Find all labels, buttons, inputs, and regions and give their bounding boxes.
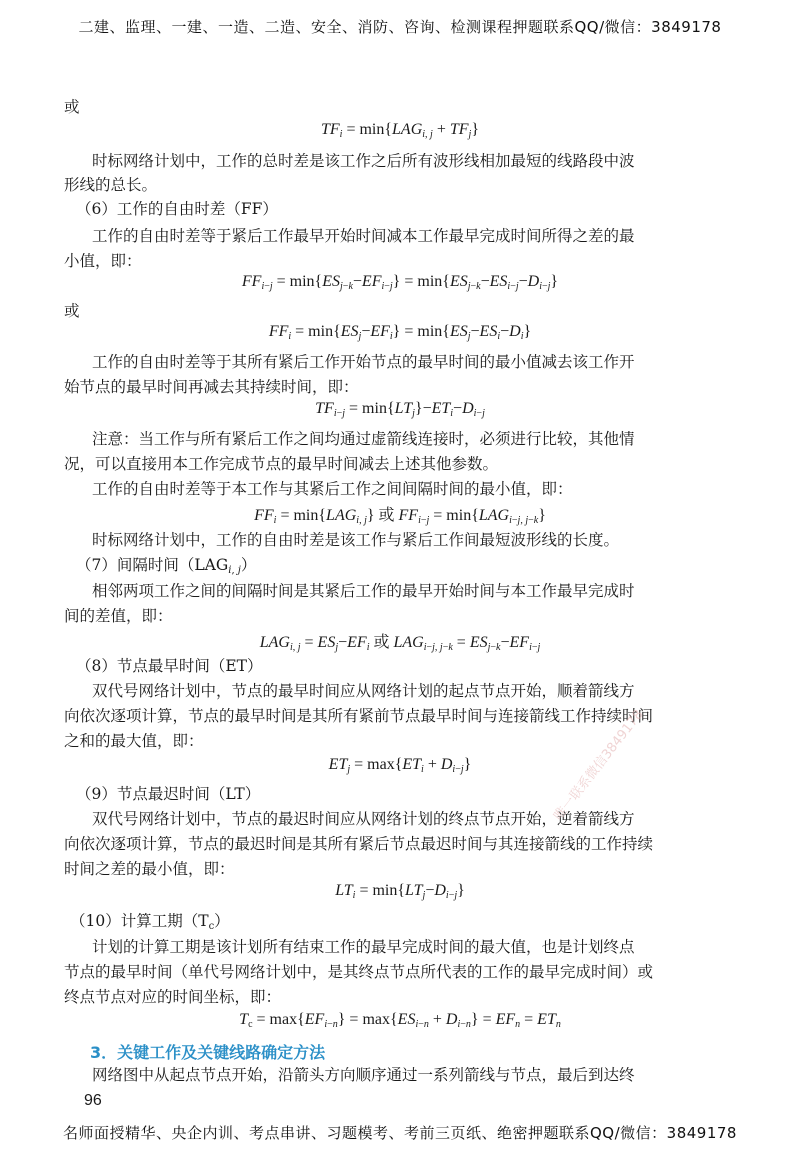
section-3-heading: 3．关键工作及关键线路确定方法 <box>90 1043 326 1062</box>
formula-tc: $T_c = \max\{EF_{i-n}\} = \max\{ES_{i-n} + D_{i-n}\} = EF_n = ET_n$ <box>239 1011 561 1030</box>
or-text-1: 或 <box>64 98 80 116</box>
et-text-line-1: 双代号网络计划中，节点的最早时间应从网络计划的起点节点开始，顺着箭线方 <box>92 682 635 700</box>
tf-text-line-2: 形线的总长。 <box>64 176 158 194</box>
lt-text-line-2: 向依次逐项计算，节点的最迟时间是其所有紧后节点最迟时间与其连接箭线的工作持续 <box>64 835 654 853</box>
note-line-1: 注意：当工作与所有紧后工作之间均通过虚箭线连接时，必须进行比较，其他情 <box>92 430 635 448</box>
tc-text-line-2: 节点的最早时间（单代号网络计划中，是其终点节点所代表的工作的最早完成时间）或 <box>64 963 654 981</box>
or-text-2: 或 <box>64 302 80 320</box>
tc-text-line-3: 终点节点对应的时间坐标，即： <box>64 988 282 1006</box>
et-text-line-2: 向依次逐项计算，节点的最早时间是其所有紧前节点最早时间与连接箭线工作持续时间 <box>64 707 654 725</box>
last-text-line: 网络图中从起点节点开始，沿箭头方向顺序通过一系列箭线与节点，最后到达终 <box>92 1066 635 1084</box>
ff-timeline-text: 时标网络计划中，工作的自由时差是该工作与紧后工作间最短波形线的长度。 <box>92 531 620 549</box>
ff-def-line-2: 小值，即： <box>64 252 142 270</box>
tc-heading: （10）计算工期$(T_c)$ <box>70 912 230 932</box>
page-number: 96 <box>84 1092 102 1109</box>
et-heading: （8）节点最早时间（ET） <box>76 657 263 675</box>
ff-def-line-1: 工作的自由时差等于紧后工作最早开始时间减本工作最早完成时间所得之差的最 <box>92 227 635 245</box>
ff-heading: （6）工作的自由时差（FF） <box>76 200 278 218</box>
formula-ff-2: $FF_i = \min\{ES_j-EF_i\} = \min\{ES_j-ES_i-D_i\}$ <box>268 323 532 342</box>
lt-text-line-3: 时间之差的最小值，即： <box>64 860 235 878</box>
et-text-line-3: 之和的最大值，即： <box>64 732 204 750</box>
formula-lag: $LAG_{i, j} = ES_j-EF_i$ 或 $LAG_{i-j, j-k} = ES_{j-k}-EF_{i-j}$ <box>259 634 541 653</box>
formula-ff-1: $FF_{i-j} = \min\{ES_{j-k}-EF_{i-j}\} = \min\{ES_{j-k}-ES_{i-j}-D_{i-j}\}$ <box>241 273 559 292</box>
formula-ff-4: $FF_i = \min\{LAG_{i, j}\}$ 或 $FF_{i-j} = \min\{LAG_{i-j, j-k}\}$ <box>254 507 546 526</box>
lag-text-line-2: 间的差值，即： <box>64 607 173 625</box>
header-banner: 二建、监理、一建、一造、二造、安全、消防、咨询、检测课程押题联系QQ/微信：3849178 <box>78 18 722 36</box>
ff-text-line-2: 始节点的最早时间再减去其持续时间，即： <box>64 378 359 396</box>
lag-heading: （7）间隔时间$(LAG_{i, j})$ <box>76 556 257 576</box>
formula-lt: $LT_i = \min\{LT_j-D_{i-j}\}$ <box>335 882 465 901</box>
watermark-text: 唯一联系微信3849178 <box>551 707 647 824</box>
tf-text-line-1: 时标网络计划中，工作的总时差是该工作之后所有波形线相加最短的线路段中波 <box>92 152 635 170</box>
lag-text-line-1: 相邻两项工作之间的间隔时间是其紧后工作的最早开始时间与本工作最早完成时 <box>92 582 635 600</box>
note-line-2: 况，可以直接用本工作完成节点的最早时间减去上述其他参数。 <box>64 455 499 473</box>
lt-heading: （9）节点最迟时间（LT） <box>76 785 261 803</box>
formula-ff-3: $TF_{i-j} = \min\{LT_j\}-ET_i-D_{i-j}$ <box>315 400 485 419</box>
formula-tf: $TF_i = \min\{LAG_{i, j} + TF_j\}$ <box>320 121 479 140</box>
tc-text-line-1: 计划的计算工期是该计划所有结束工作的最早完成时间的最大值，也是计划终点 <box>92 938 635 956</box>
footer-banner: 名师面授精华、央企内训、考点串讲、习题模考、考前三页纸、绝密押题联系QQ/微信：3849178 <box>63 1124 737 1142</box>
ff-lag-text: 工作的自由时差等于本工作与其紧后工作之间间隔时间的最小值，即： <box>92 480 573 498</box>
formula-et: $ET_j = \max\{ET_i + D_{i-j}\}$ <box>328 756 472 775</box>
ff-text-line-1: 工作的自由时差等于其所有紧后工作开始节点的最早时间的最小值减去该工作开 <box>92 353 635 371</box>
lt-text-line-1: 双代号网络计划中，节点的最迟时间应从网络计划的终点节点开始，逆着箭线方 <box>92 810 635 828</box>
